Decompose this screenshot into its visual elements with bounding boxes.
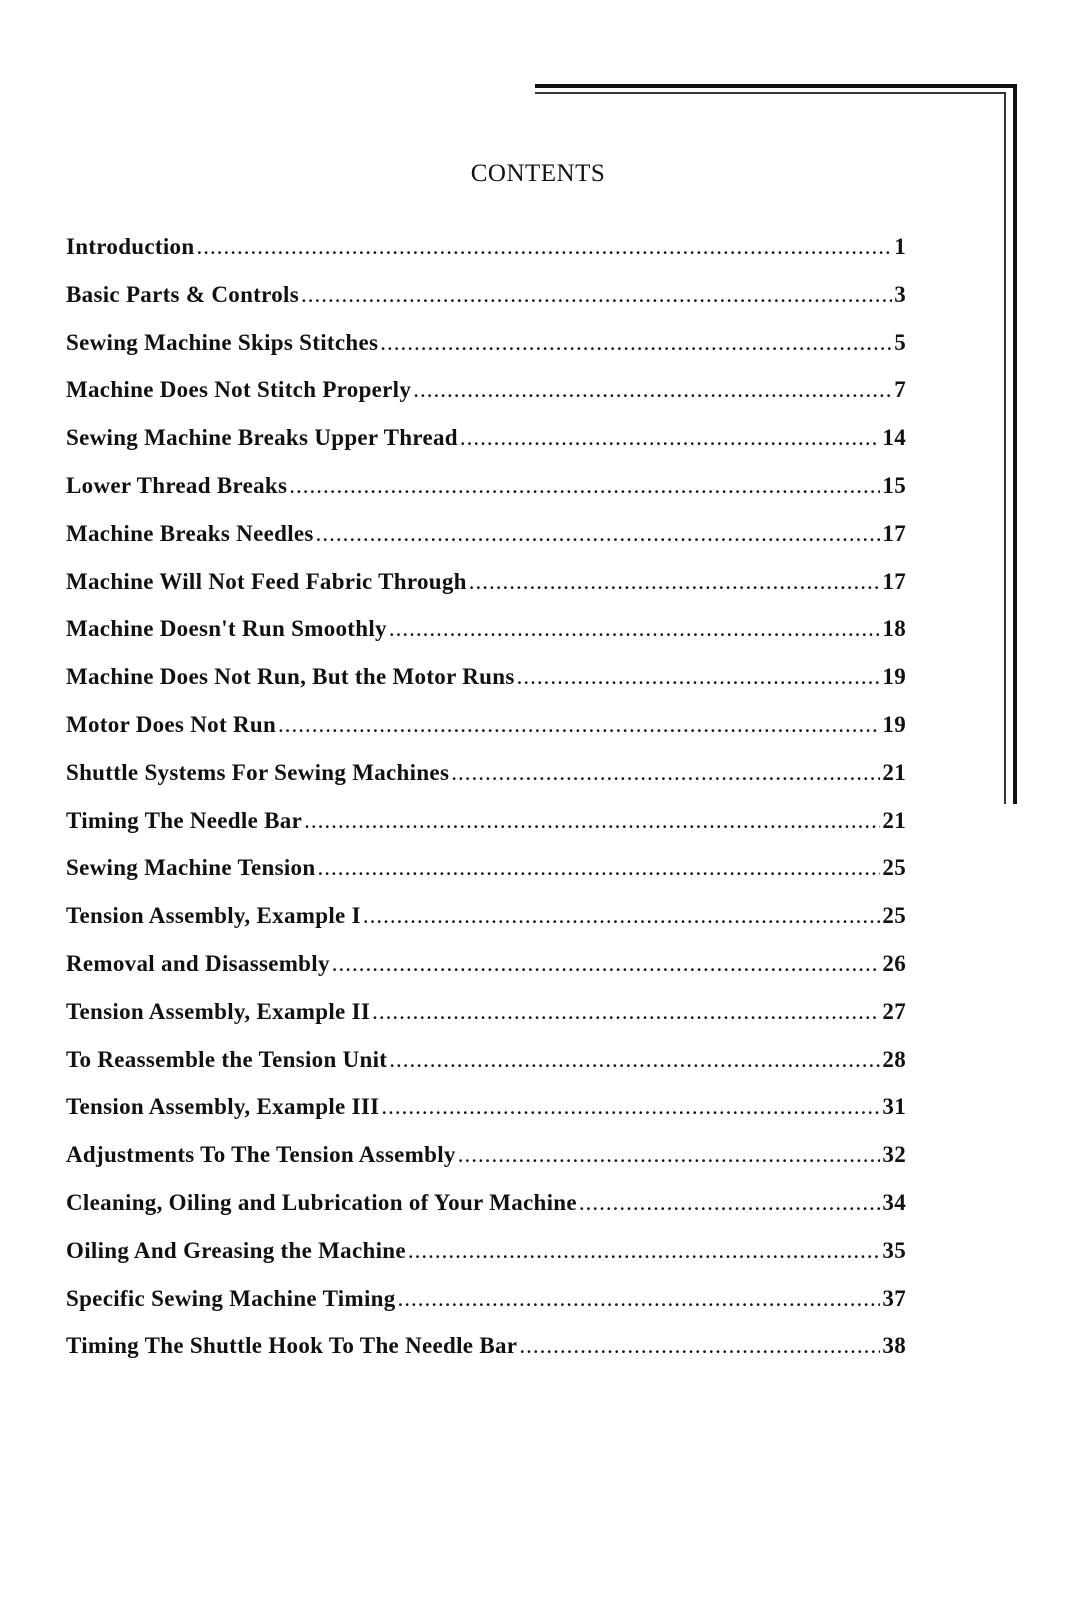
- toc-entry-title: Adjustments To The Tension Assembly: [66, 1142, 456, 1168]
- toc-entry-title: Timing The Needle Bar: [66, 807, 303, 833]
- toc-entry[interactable]: [66, 1094, 906, 1142]
- dot-leader: [413, 377, 892, 403]
- toc-entry-title: Removal and Disassembly: [66, 950, 330, 976]
- toc-entry[interactable]: [66, 855, 906, 903]
- toc-entry-title: Sewing Machine Skips Stitches: [66, 329, 379, 355]
- frame-top-rule: [535, 84, 1017, 88]
- toc-entry[interactable]: [66, 377, 906, 425]
- toc-entry-page-number: 14: [882, 425, 906, 451]
- toc-entry[interactable]: [66, 425, 906, 473]
- toc-entry-page-number: 38: [882, 1333, 906, 1359]
- dot-leader: [517, 664, 881, 690]
- toc-entry-title: Tension Assembly, Example III: [66, 1094, 380, 1120]
- toc-entry-page-number: 19: [882, 664, 906, 690]
- toc-entry[interactable]: [66, 616, 906, 664]
- toc-entry-page-number: 7: [894, 377, 906, 403]
- frame-right-rule: [1013, 84, 1017, 804]
- toc-entry-title: Sewing Machine Breaks Upper Thread: [66, 425, 458, 451]
- toc-entry[interactable]: [66, 282, 906, 330]
- toc-entry[interactable]: [66, 521, 906, 569]
- toc-entry-page-number: 15: [882, 472, 906, 498]
- toc-entry[interactable]: [66, 999, 906, 1047]
- dot-leader: [372, 999, 880, 1025]
- toc-entry[interactable]: [66, 569, 906, 617]
- dot-leader: [451, 760, 880, 786]
- toc-entry[interactable]: [66, 234, 906, 282]
- toc-entry-title: Machine Does Not Stitch Properly: [66, 377, 412, 403]
- dot-leader: [332, 951, 881, 977]
- toc-entry-page-number: 31: [882, 1094, 906, 1120]
- toc-entry[interactable]: [66, 712, 906, 760]
- toc-entry-title: Motor Does Not Run: [66, 711, 277, 737]
- toc-entry-title: Machine Does Not Run, But the Motor Runs: [66, 664, 515, 690]
- toc-entry-title: Specific Sewing Machine Timing: [66, 1285, 396, 1311]
- toc-entry[interactable]: [66, 1238, 906, 1286]
- dot-leader: [469, 569, 881, 595]
- toc-entry-page-number: 27: [882, 998, 906, 1024]
- toc-entry-page-number: 17: [882, 520, 906, 546]
- frame-right-inner-rule: [1004, 92, 1006, 804]
- toc-entry-page-number: 28: [882, 1046, 906, 1072]
- toc-entry-title: Machine Will Not Feed Fabric Through: [66, 568, 467, 594]
- dot-leader: [460, 425, 881, 451]
- toc-entry[interactable]: [66, 903, 906, 951]
- toc-entry-page-number: 5: [894, 329, 906, 355]
- dot-leader: [278, 712, 880, 738]
- dot-leader: [304, 808, 880, 834]
- toc-entry[interactable]: [66, 330, 906, 378]
- toc-entry[interactable]: [66, 760, 906, 808]
- toc-entry-title: Basic Parts & Controls: [66, 281, 299, 307]
- dot-leader: [289, 473, 880, 499]
- toc-entry[interactable]: [66, 1190, 906, 1238]
- toc-entry-page-number: 3: [894, 281, 906, 307]
- toc-entry-page-number: 17: [882, 568, 906, 594]
- toc-entry-title: Timing The Shuttle Hook To The Needle Bar: [66, 1333, 518, 1359]
- dot-leader: [301, 282, 892, 308]
- toc-entry-page-number: 19: [882, 711, 906, 737]
- toc-entry-page-number: 32: [882, 1142, 906, 1168]
- dot-leader: [579, 1190, 881, 1216]
- frame-top-inner-rule: [535, 92, 1005, 94]
- dot-leader: [363, 903, 881, 929]
- toc-entry-page-number: 21: [882, 807, 906, 833]
- toc-entry-page-number: 37: [882, 1285, 906, 1311]
- toc-entry-title: Oiling And Greasing the Machine: [66, 1237, 406, 1263]
- toc-entry[interactable]: [66, 808, 906, 856]
- dot-leader: [389, 616, 881, 642]
- toc-entry[interactable]: [66, 473, 906, 521]
- toc-entry[interactable]: [66, 1047, 906, 1095]
- toc-entry[interactable]: [66, 1286, 906, 1334]
- toc-entry-page-number: 18: [882, 616, 906, 642]
- dot-leader: [458, 1142, 881, 1168]
- dot-leader: [380, 330, 892, 356]
- toc-entry[interactable]: [66, 664, 906, 712]
- page-title: CONTENTS: [470, 160, 606, 187]
- dot-leader: [519, 1333, 880, 1359]
- toc-entry-title: Lower Thread Breaks: [66, 472, 288, 498]
- toc-entry[interactable]: [66, 1333, 906, 1381]
- table-of-contents: [66, 234, 906, 1381]
- dot-leader: [408, 1238, 881, 1264]
- toc-entry[interactable]: [66, 951, 906, 999]
- toc-entry-title: Machine Doesn't Run Smoothly: [66, 616, 387, 642]
- toc-entry-page-number: 21: [882, 759, 906, 785]
- toc-entry-page-number: 25: [882, 855, 906, 881]
- dot-leader: [389, 1047, 880, 1073]
- toc-entry-title: Sewing Machine Tension: [66, 855, 316, 881]
- dot-leader: [317, 855, 880, 881]
- toc-entry-page-number: 26: [882, 950, 906, 976]
- toc-entry-title: Introduction: [66, 234, 195, 259]
- dot-leader: [316, 521, 881, 547]
- toc-entry-page-number: 25: [882, 903, 906, 929]
- toc-entry-page-number: 35: [882, 1237, 906, 1263]
- toc-entry-title: Machine Breaks Needles: [66, 520, 314, 546]
- dot-leader: [196, 234, 892, 260]
- toc-entry-title: To Reassemble the Tension Unit: [66, 1046, 388, 1072]
- toc-entry-page-number: 1: [894, 234, 906, 259]
- toc-entry-title: Tension Assembly, Example II: [66, 998, 371, 1024]
- toc-entry-title: Shuttle Systems For Sewing Machines: [66, 759, 450, 785]
- dot-leader: [398, 1286, 881, 1312]
- dot-leader: [381, 1094, 880, 1120]
- toc-entry-page-number: 34: [882, 1189, 906, 1215]
- toc-entry-title: Tension Assembly, Example I: [66, 903, 361, 929]
- toc-entry[interactable]: [66, 1142, 906, 1190]
- toc-entry-title: Cleaning, Oiling and Lubrication of Your Machine: [66, 1189, 577, 1215]
